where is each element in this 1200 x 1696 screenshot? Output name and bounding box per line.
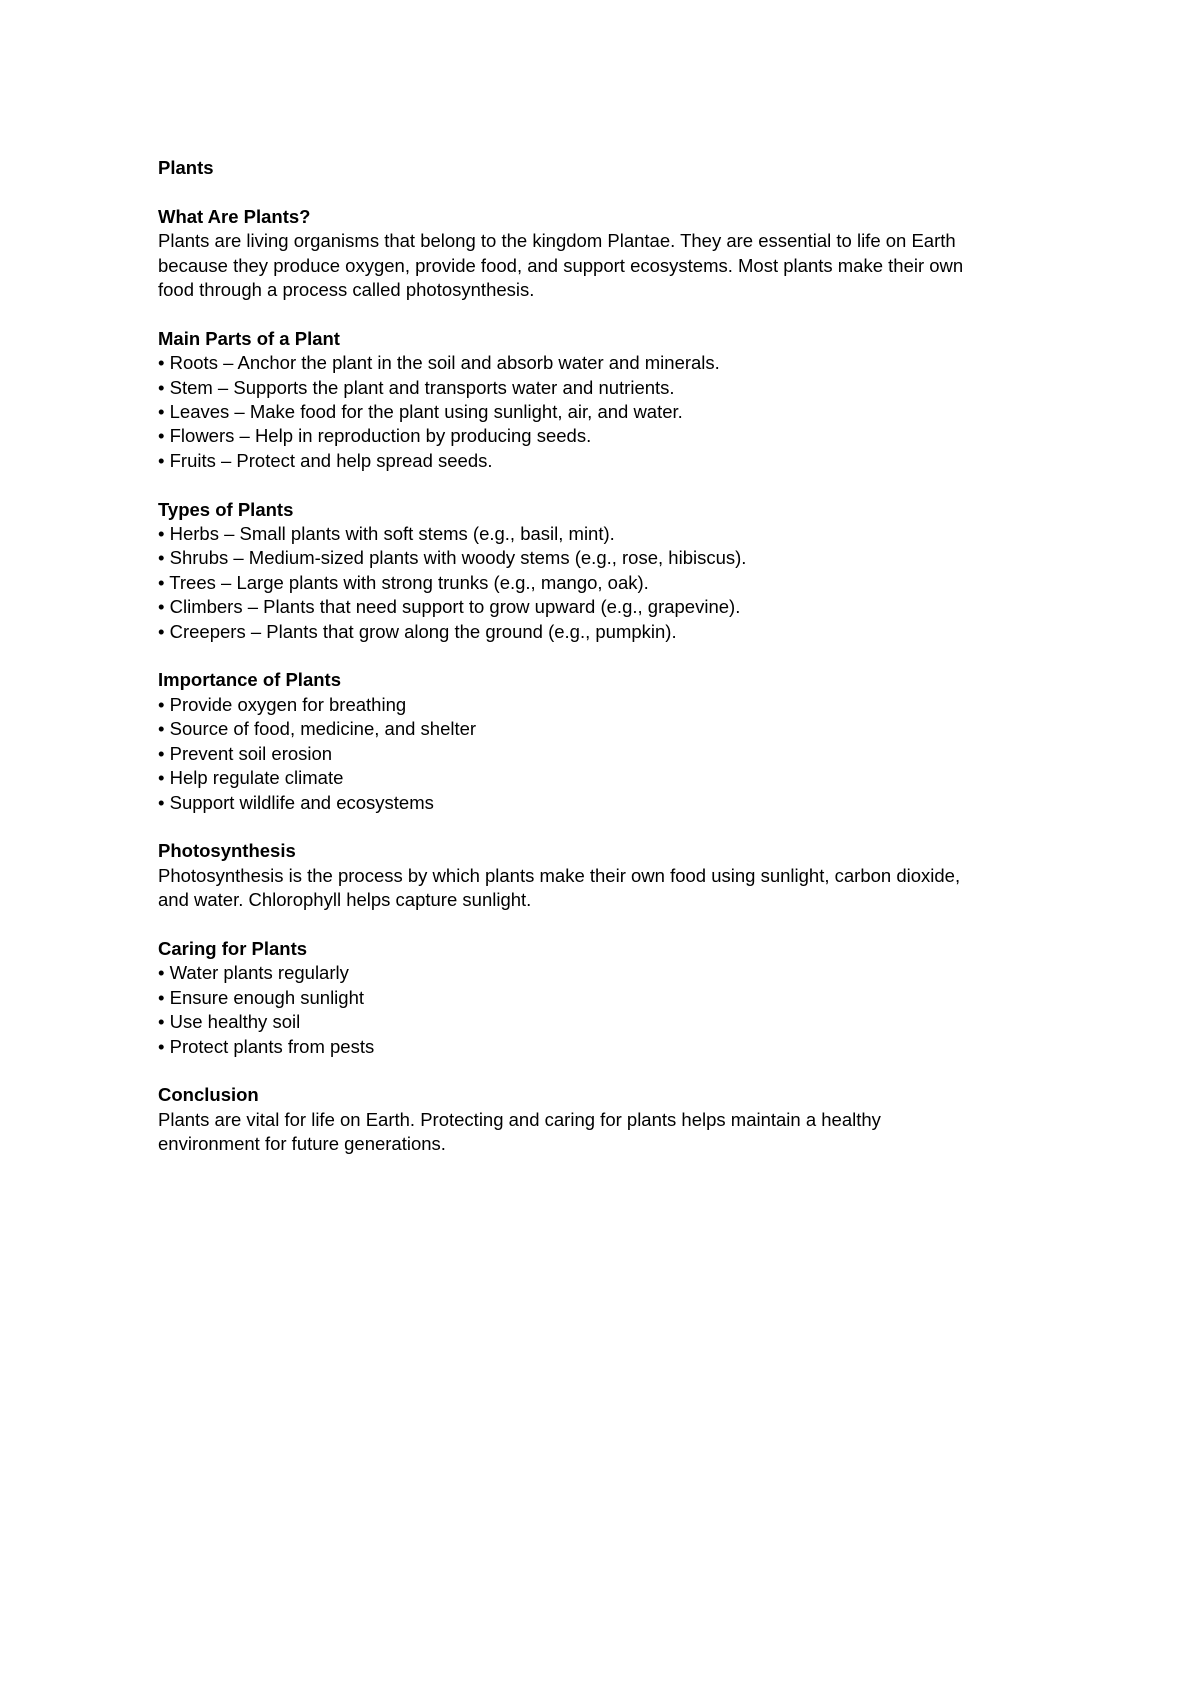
paragraph-line: Plants are living organisms that belong to the kingdom Plantae. They are essential to life on Earth bbox=[158, 230, 956, 252]
document-page bbox=[158, 156, 1058, 1157]
list-item: • Stem – Supports the plant and transports water and nutrients. bbox=[158, 376, 675, 398]
list-item: • Climbers – Plants that need support to grow upward (e.g., grapevine). bbox=[158, 596, 741, 618]
paragraph-line: environment for future generations. bbox=[158, 1133, 446, 1155]
section-types-of-plants bbox=[158, 498, 1058, 644]
list-item: • Fruits – Protect and help spread seeds. bbox=[158, 449, 493, 471]
bullet-list bbox=[158, 522, 1058, 644]
list-item: • Protect plants from pests bbox=[158, 1035, 375, 1057]
list-item: • Trees – Large plants with strong trunks (e.g., mango, oak). bbox=[158, 571, 649, 593]
list-item: • Shrubs – Medium-sized plants with woody stems (e.g., rose, hibiscus). bbox=[158, 547, 747, 569]
section-heading: Photosynthesis bbox=[158, 840, 296, 862]
section-conclusion bbox=[158, 1083, 1058, 1156]
paragraph-line: because they produce oxygen, provide food, and support ecosystems. Most plants make their own bbox=[158, 254, 964, 276]
list-item: • Help regulate climate bbox=[158, 767, 344, 789]
section-heading: Importance of Plants bbox=[158, 669, 341, 691]
list-item: • Prevent soil erosion bbox=[158, 742, 333, 764]
section-heading: Caring for Plants bbox=[158, 937, 308, 959]
section-heading: Main Parts of a Plant bbox=[158, 327, 340, 349]
section-main-parts bbox=[158, 327, 1058, 473]
section-photosynthesis bbox=[158, 839, 1058, 912]
list-item: • Water plants regularly bbox=[158, 962, 349, 984]
list-item: • Source of food, medicine, and shelter bbox=[158, 718, 477, 740]
section-importance bbox=[158, 668, 1058, 814]
section-caring bbox=[158, 937, 1058, 1059]
bullet-list bbox=[158, 693, 1058, 815]
document-title: Plants bbox=[158, 157, 214, 178]
list-item: • Support wildlife and ecosystems bbox=[158, 791, 434, 813]
list-item: • Flowers – Help in reproduction by producing seeds. bbox=[158, 425, 592, 447]
list-item: • Leaves – Make food for the plant using sunlight, air, and water. bbox=[158, 401, 683, 423]
paragraph-line: Plants are vital for life on Earth. Protecting and caring for plants helps maintain a healthy bbox=[158, 1108, 881, 1130]
bullet-list bbox=[158, 961, 1058, 1059]
section-heading: Types of Plants bbox=[158, 498, 294, 520]
paragraph-line: Photosynthesis is the process by which plants make their own food using sunlight, carbon dioxide, bbox=[158, 864, 961, 886]
paragraph-line: food through a process called photosynthesis. bbox=[158, 279, 535, 301]
list-item: • Ensure enough sunlight bbox=[158, 986, 365, 1008]
list-item: • Creepers – Plants that grow along the ground (e.g., pumpkin). bbox=[158, 620, 677, 642]
paragraph-line: and water. Chlorophyll helps capture sunlight. bbox=[158, 889, 532, 911]
list-item: • Herbs – Small plants with soft stems (e.g., basil, mint). bbox=[158, 523, 615, 545]
list-item: • Roots – Anchor the plant in the soil and absorb water and minerals. bbox=[158, 352, 720, 374]
bullet-list bbox=[158, 351, 1058, 473]
list-item: • Use healthy soil bbox=[158, 1011, 301, 1033]
section-heading: Conclusion bbox=[158, 1084, 259, 1106]
section-what-are-plants bbox=[158, 205, 1058, 303]
list-item: • Provide oxygen for breathing bbox=[158, 693, 407, 715]
section-heading: What Are Plants? bbox=[158, 205, 311, 227]
